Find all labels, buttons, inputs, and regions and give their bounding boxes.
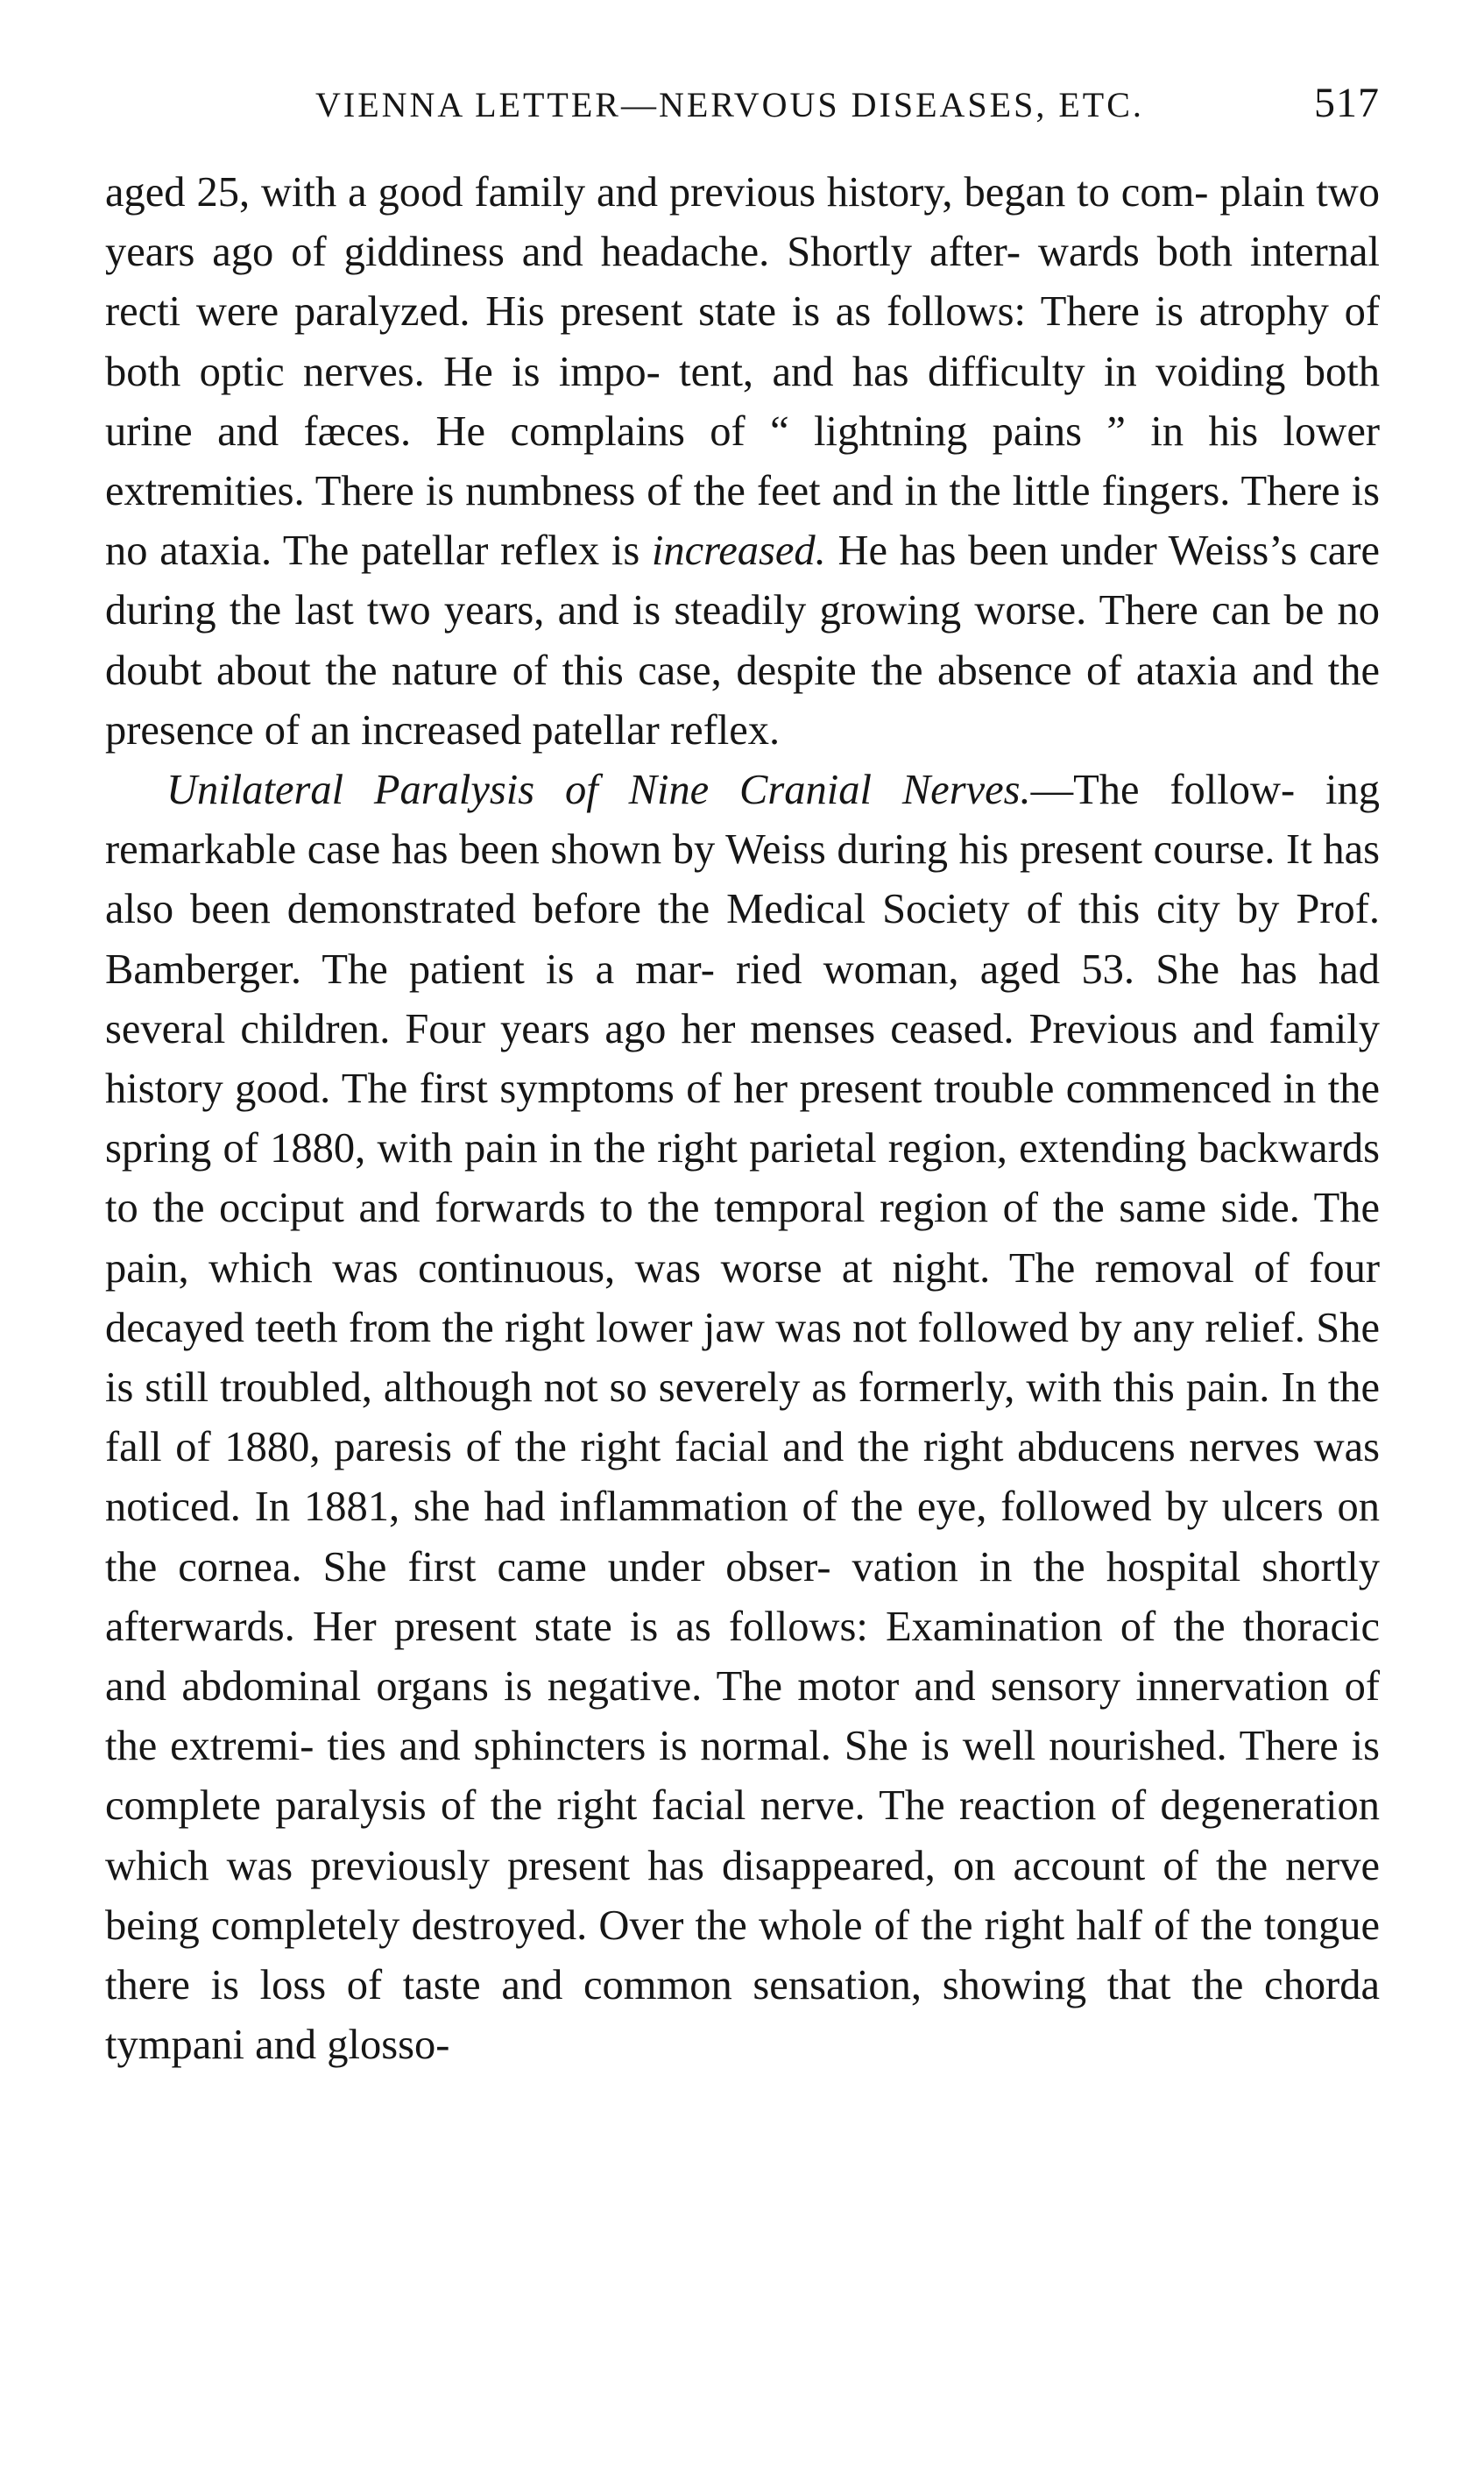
paragraph-unilateral-paralysis	[105, 761, 1380, 2075]
paragraph-text: He has been under Weiss’s care during the last two years, and is steadily growing worse. There can be no doubt about the nature of this case, despite the absence of ataxia and the presence of an increased patellar reflex.	[105, 528, 1380, 754]
running-title: VIENNA LETTER—NERVOUS DISEASES, ETC.	[315, 85, 1144, 124]
emphasized-word: increased.	[651, 528, 826, 575]
body-text	[105, 163, 1380, 2076]
running-head	[105, 80, 1380, 137]
paragraph-text: aged 25, with a good family and previous history, began to com- plain two years ago of giddiness and headache. Shortly after- wards both internal recti were paralyzed. His present state is as follows: There is atrophy of both optic nerves. He is impo- tent, and has difficulty in voiding both urine and fæces. He complains of “ lightning pains ” in his lower extremities. There is numbness of the feet and in the little fingers. There is no ataxia. The patellar reflex is	[105, 169, 1380, 575]
section-heading: Unilateral Paralysis of Nine Cranial Nerves.	[166, 767, 1031, 814]
paragraph-continued	[105, 163, 1380, 761]
page-number: 517	[1314, 80, 1380, 126]
paragraph-text: —The follow- ing remarkable case has been shown by Weiss during his present course. It has also been demonstrated before the Medical Society of this city by Prof. Bamberger. The patient is a mar- ried woman, aged 53. She has had several children. Four years ago her menses ceased. Previous and family history good. The first symptoms of her present trouble commenced in the spring of 1880, with pain in the right parietal region, extending backwards to the occiput and forwards to the temporal region of the same side. The pain, which was continuous, was worse at night. The removal of four decayed teeth from the right lower jaw was not followed by any relief. She is still troubled, although not so severely as formerly, with this pain. In the fall of 1880, paresis of the right facial and the right abducens nerves was noticed. In 1881, she had inflammation of the eye, followed by ulcers on the cornea. She first came under obser- vation in the hospital shortly afterwards. Her present state is as follows: Examination of the thoracic and abdominal organs is negative. The motor and sensory innervation of the extremi- ties and sphincters is normal. She is well nourished. There is complete paralysis of the right facial nerve. The reaction of degeneration which was previously present has disappeared, on account of the nerve being completely destroyed. Over the whole of the right half of the tongue there is loss of taste and common sensation, showing that the chorda tympani and glosso-	[105, 767, 1381, 2069]
